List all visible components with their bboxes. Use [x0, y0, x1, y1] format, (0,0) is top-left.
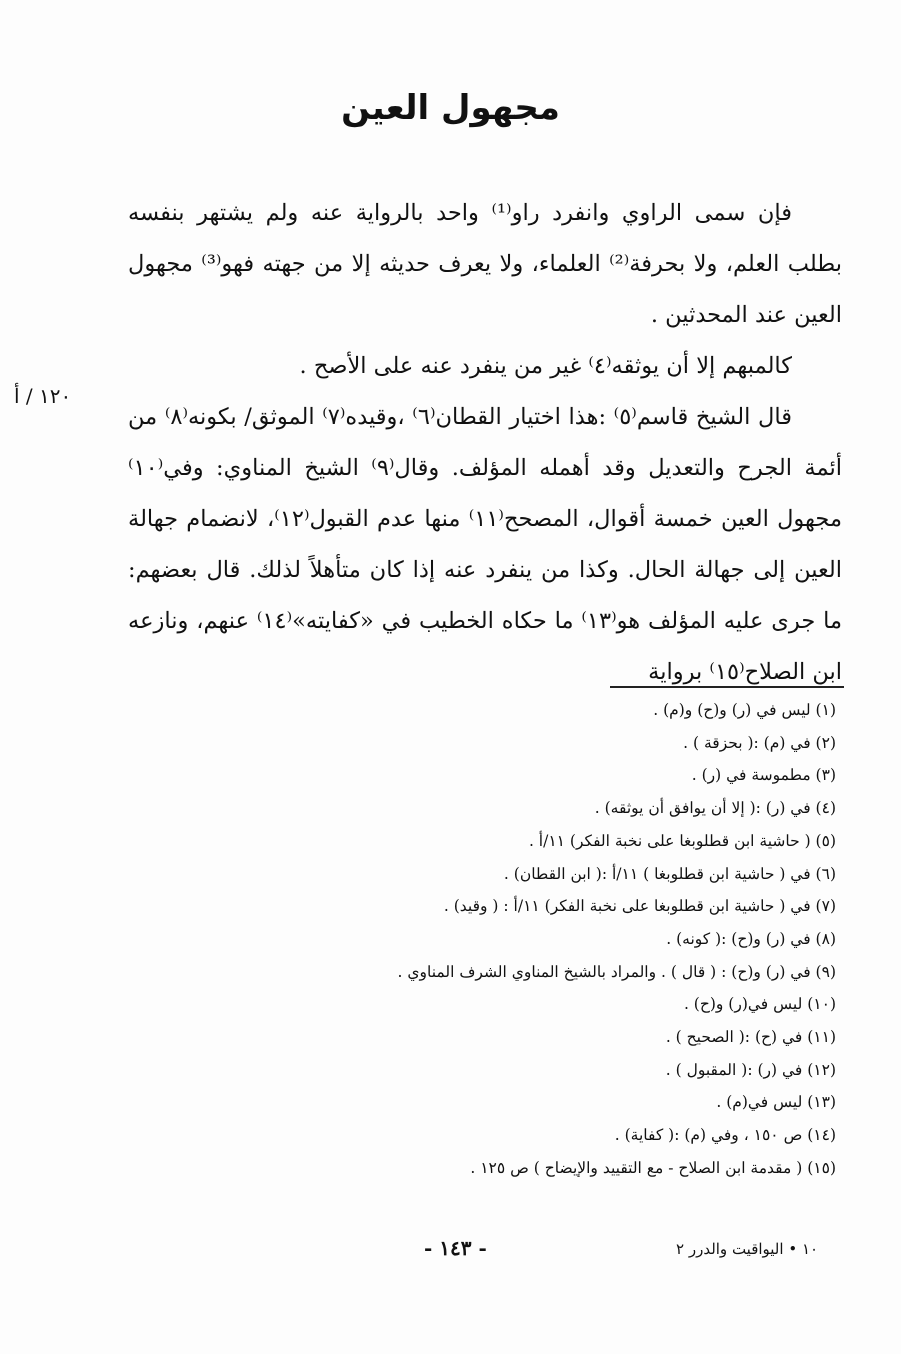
footnote: (١١) في (ح) :( الصحيح ) . — [665, 1028, 836, 1047]
footnote: (١٢) في (ر) :( المقبول ) . — [665, 1060, 836, 1079]
footnote: (١٤) ص ١٥٠ ، وفي (م) :( كفاية) . — [614, 1126, 836, 1145]
signature-mark: ١٠ • اليواقيت والدرر ٢ — [676, 1240, 819, 1258]
page-title: مجهول العين — [341, 88, 560, 128]
footnote: (٦) في ( حاشية ابن قطلوبغا ) ١١/أ :( ابن القطان) . — [503, 864, 836, 883]
footnote: (٢) في (م) :( بحزقة ) . — [683, 733, 836, 752]
footnote: (٤) في (ر) :( إلا أن يوافق أن يوثقه) . — [594, 799, 836, 818]
footnotes — [300, 694, 836, 1185]
paragraph-1: فإن سمى الراوي وانفرد راو⁽¹⁾ واحد بالرواية عنه ولم يشتهر بنفسه بطلب العلم، ولا بحرفة⁽²⁾ العلماء، ولا يعرف حديثه إلا من جهته فهو⁽³⁾ مجهول العين عند المحدثين . — [128, 200, 842, 328]
main-text — [128, 188, 842, 698]
footnote-separator — [610, 686, 844, 688]
footnote: (٩) في (ر) و(ح) : ( قال ) . والمراد بالشيخ المناوي الشرف المناوي . — [397, 962, 836, 981]
footnote: (٨) في (ر) و(ح) :( كونه) . — [666, 929, 836, 948]
footnote: (١٥) ( مقدمة ابن الصلاح - مع التقييد والإيضاح ) ص ١٢٥ . — [470, 1158, 836, 1177]
footnote: (٧) في ( حاشية ابن قطلوبغا على نخبة الفكر) ١١/أ : ( وقيد) . — [443, 897, 836, 916]
paragraph-2: كالمبهم إلا أن يوثقه⁽٤⁾ غير من ينفرد عنه على الأصح . — [299, 353, 792, 379]
footnote: (١٠) ليس في(ر) و(ح) . — [683, 995, 836, 1014]
page-number: - ١٤٣ - — [424, 1236, 487, 1260]
footnote: (٥) ( حاشية ابن قطلوبغا على نخبة الفكر) ١١/أ . — [528, 831, 836, 850]
footnote: (١) ليس في (ر) و(ح) و(م) . — [653, 701, 836, 719]
paragraph-3: قال الشيخ قاسم⁽٥⁾ :هذا اختيار القطان⁽٦⁾ ،وقيده⁽٧⁾ الموثق/ بكونه⁽٨⁾ من أئمة الجرح والتعديل وقد أهمله المؤلف. وقال⁽٩⁾ الشيخ المناوي: وفي⁽١٠⁾ مجهول العين خمسة أقوال، المصحح⁽١١⁾ منها عدم القبول⁽١٢⁾، لانضمام جهالة العين إلى جهالة الحال. وكذا من ينفرد عنه إذا كان متأهلاً لذلك. قال بعضهم: ما جرى عليه المؤلف هو⁽١٣⁾ ما حكاه الخطيب في «كفايته»⁽١٤⁾ عنهم، ونازعه ابن الصلاح⁽١٥⁾ برواية — [128, 404, 843, 685]
footnote: (١٣) ليس في(م) . — [716, 1093, 836, 1112]
footnote: (٣) مطموسة في (ر) . — [691, 766, 836, 785]
margin-folio-note: ١٢٠ / أ — [14, 384, 72, 408]
